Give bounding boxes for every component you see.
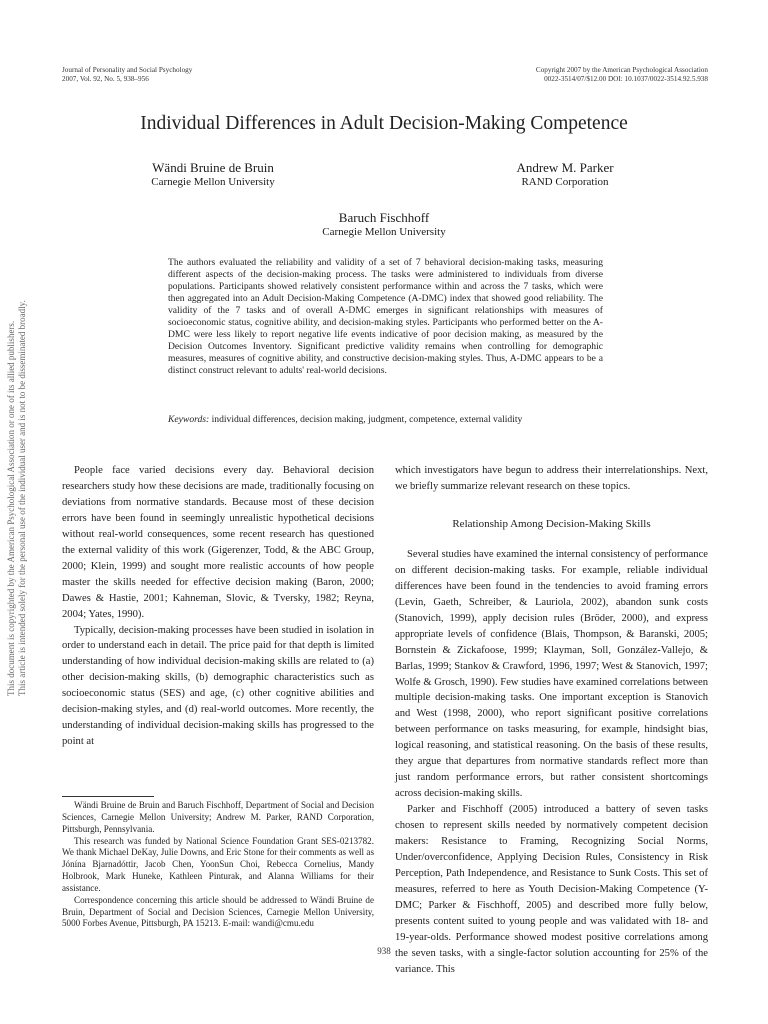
author-3 (279, 211, 489, 239)
keywords-label: Keywords: (168, 414, 210, 425)
author-name: Baruch Fischhoff (338, 210, 430, 225)
footnote-divider (62, 796, 154, 797)
author-note (62, 800, 374, 930)
side-notice-line-2: This article is intended solely for the personal use of the individual user and is not to be disseminated broadly. (17, 300, 27, 696)
journal-name: Journal of Personality and Social Psychology (62, 66, 193, 74)
body-paragraph: Typically, decision-making processes have been studied in isolation in order to understand each in detail. The price paid for that depth is limited understanding of how individual decision-making skills are related to (a) other decision-making skills, (b) demographic characteristics such as socioeconomic status (SES) and age, (c) other cognitive abilities and decision-making styles, and (d) real-world outcomes. More recently, the understanding of individual decision-making skills has progressed to the point at (62, 624, 374, 748)
footnote-paragraph: Wändi Bruine de Bruin and Baruch Fischhoff, Department of Social and Decision Sciences, Carnegie Mellon University; Andrew M. Parker, RAND Corporation, Pittsburgh, Pennsylvania. (62, 800, 374, 834)
journal-volume: 2007, Vol. 92, No. 5, 938–956 (62, 74, 149, 83)
body-paragraph: Several studies have examined the internal consistency of performance on different decision-making tasks. For example, reliable individual differences have been found in the tendencies to avoid framing errors (Levin, Gaeth, Schreiber, & Lauriola, 2002), abandon sunk costs (Stanovich, 1999), apply decision rules (Bröder, 2000), and express appropriate levels of confidence (Blais, Thompson, & Baranski, 2005; Bornstein & Zickafoose, 1999; Klayman, Soll, González-Vallejo, & Barlas, 1999; Stankov & Crawford, 1996, 1997; West & Stanovich, 1997; Wolfe & Grosch, 1990). Few studies have examined correlations between multiple decision-making tasks. One important exception is Stanovich and West (1998, 2000), who report significant positive correlations between performance on tasks measuring, for example, hindsight bias, logical reasoning, and statistical reasoning. On the basis of these results, they argue that departures from normative standards reflect more than just random performance errors, but rather consistent shortcomings across decision-making skills. (395, 548, 708, 800)
journal-citation (62, 66, 192, 83)
side-notice-line-1: This document is copyrighted by the American Psychological Association or one of its allied publishers. (6, 320, 16, 696)
author-affiliation: Carnegie Mellon University (322, 226, 446, 238)
author-1 (108, 161, 318, 189)
footnote-paragraph: Correspondence concerning this article should be addressed to Wändi Bruine de Bruin, Department of Social and Decision Sciences, Carnegie Mellon University, 5000 Forbes Avenue, Pittsburgh, PA 15213. E-mail: wandi@cmu.edu (62, 894, 374, 929)
body-column-right (395, 463, 708, 978)
body-paragraph: Parker and Fischhoff (2005) introduced a battery of seven tasks chosen to represent skills needed by normatively competent decision makers: Resistance to Framing, Recognizing Social Norms, Under/overconfidence, Applying Decision Rules, Consistency in Risk Perception, Path Independence, and Resistance to Sunk Costs. This set of measures, referred to here as Youth Decision-Making Competence (Y-DMC; Parker & Fischhoff, 2005) and described more fully below, presents content suited to young people and was validated with 18- and 19-year-olds. Performance showed modest positive correlations among the seven tasks, with a single-factor solution accounting for 25% of the variance. This (395, 804, 708, 975)
author-affiliation: Carnegie Mellon University (151, 176, 275, 188)
article-title: Individual Differences in Adult Decision-Making Competence (140, 113, 628, 134)
section-heading: Relationship Among Decision-Making Skills (452, 517, 651, 530)
author-name: Wändi Bruine de Bruin (152, 160, 274, 175)
author-affiliation: RAND Corporation (521, 176, 609, 188)
footnote-paragraph: This research was funded by National Science Foundation Grant SES-0213782. We thank Michael DeKay, Julie Downs, and Eric Stone for their comments as well as Jónína Bjarnadóttir, Jacob Chen, YoonSun Choi, Rebecca Cornelius, Mandy Holbrook, Mark Huneke, Kathleen Pinturak, and Alanna Williams for their assistance. (62, 835, 374, 893)
copyright-notice (536, 66, 708, 83)
author-2 (460, 161, 670, 189)
page-number: 938 (377, 946, 391, 956)
body-column-left (62, 463, 374, 750)
abstract: The authors evaluated the reliability and validity of a set of 7 behavioral decision-making tasks, measuring different aspects of the decision-making process. The tasks were administered to individuals from diverse populations. Participants showed relatively consistent performance within and across the 7 tasks, which were then aggregated into an Adult Decision-Making Competence (A-DMC) index that showed good reliability. The validity of the 7 tasks and of overall A-DMC emerges in significant relationships with measures of socioeconomic status, cognitive ability, and decision-making styles. Participants who performed better on the A-DMC were less likely to report negative life events indicative of poor decision making, as measured by the Decision Outcomes Inventory. Significant predictive validity remains when controlling for demographic measures, measures of cognitive ability, and constructive decision-making styles. Thus, A-DMC appears to be a distinct construct relevant to adults' real-world decisions. (168, 257, 603, 377)
body-paragraph: People face varied decisions every day. Behavioral decision researchers study how these decisions are made, traditionally focusing on deviations from normative standards. Because most of these decision errors have been found in seemingly unrealistic hypothetical decisions without real-world consequences, some recent research has questioned the external validity of this work (Gigerenzer, Todd, & the ABC Group, 2000; Klein, 1999) and sought more realistic accounts of how people master the skills needed for effective decision making (Baron, 2000; Dawes & Hastie, 2001; Kahneman, Slovic, & Tversky, 1982; Reyna, 2004; Yates, 1990). (62, 465, 374, 620)
body-paragraph: which investigators have begun to address their interrelationships. Next, we briefly summarize relevant research on these topics. (395, 465, 708, 492)
copyright-line: Copyright 2007 by the American Psychological Association (535, 66, 708, 74)
keywords-text: individual differences, decision making, judgment, competence, external validity (211, 414, 523, 425)
doi-line: 0022-3514/07/$12.00 DOI: 10.1037/0022-3514.92.5.938 (544, 74, 708, 83)
copyright-side-notice (6, 300, 28, 696)
author-name: Andrew M. Parker (516, 160, 614, 175)
keywords (168, 414, 603, 426)
